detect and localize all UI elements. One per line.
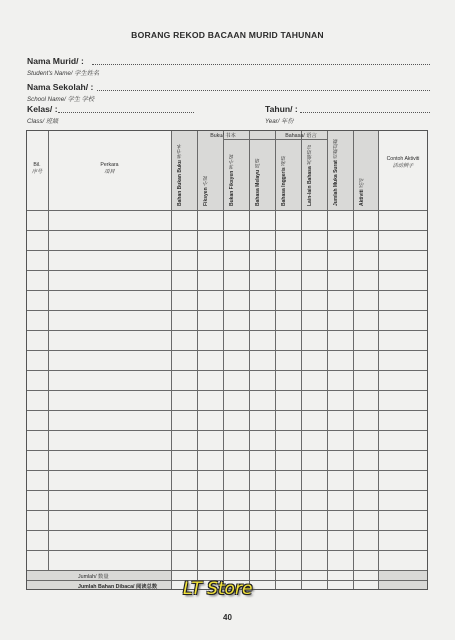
header-contoh-zh: 活动例子 xyxy=(392,163,414,169)
class-sublabel: Class/ 班級 xyxy=(27,118,59,125)
form-title: BORANG REKOD BACAAN MURID TAHUNAN xyxy=(131,30,324,40)
group-buku: Buku/ 书本 xyxy=(210,133,236,139)
school-name-field[interactable] xyxy=(97,90,430,91)
footer-jumlah-bahan-dibaca: Jumlah Bahan Dibaca/ 阅读总数 xyxy=(78,584,158,590)
class-field[interactable] xyxy=(58,112,194,113)
year-field[interactable] xyxy=(300,112,430,113)
group-bahasa: Bahasa/ 语言 xyxy=(285,133,317,139)
header-aktiviti: Aktiviti 活动 xyxy=(359,177,365,206)
header-bil-zh: 序号 xyxy=(31,169,43,175)
header-bukan-fiksyen: Bukan Fiksyen 非小说 xyxy=(229,154,235,206)
header-fiksyen: Fiksyen 小说 xyxy=(203,175,209,206)
header-lain-lain-bahasa: Lain-lain Bahasa 其他语言 xyxy=(307,144,313,206)
header-bahasa-melayu: Bahasa Melayu 国语 xyxy=(255,158,261,206)
header-perkara-zh: 項目 xyxy=(104,169,115,175)
student-name-label: Nama Murid/ : xyxy=(27,56,84,66)
store-watermark: LT Store xyxy=(183,579,253,599)
student-name-sublabel: Student's Name/ 学生姓名 xyxy=(27,70,100,77)
year-label: Tahun/ : xyxy=(265,104,298,114)
school-name-label: Nama Sekolah/ : xyxy=(27,82,94,92)
table-border xyxy=(26,130,428,590)
page-number: 40 xyxy=(223,613,232,622)
school-name-sublabel: School Name/ 学生 学校 xyxy=(27,96,95,103)
header-bahan-bukan-buku: Bahan Bukan Buku 非书本 xyxy=(177,143,183,206)
header-jumlah-muka-surat: Jumlah Muka Surat 页数总数 xyxy=(333,138,339,206)
header-bil-label: Bil. xyxy=(33,162,41,168)
header-bahasa-inggeris: Bahasa Inggeris 英语 xyxy=(281,155,287,206)
header-contoh-label: Contoh Aktiviti xyxy=(386,156,420,162)
reading-record-table xyxy=(26,130,428,590)
header-perkara-label: Perkara xyxy=(100,162,119,168)
student-name-field[interactable] xyxy=(92,64,430,65)
header-contoh xyxy=(378,156,428,170)
year-sublabel: Year/ 年份 xyxy=(265,118,294,125)
header-bil xyxy=(26,162,48,176)
class-label: Kelas/ : xyxy=(27,104,58,114)
footer-jumlah: Jumlah/ 数量 xyxy=(78,574,109,580)
header-perkara xyxy=(48,162,171,176)
